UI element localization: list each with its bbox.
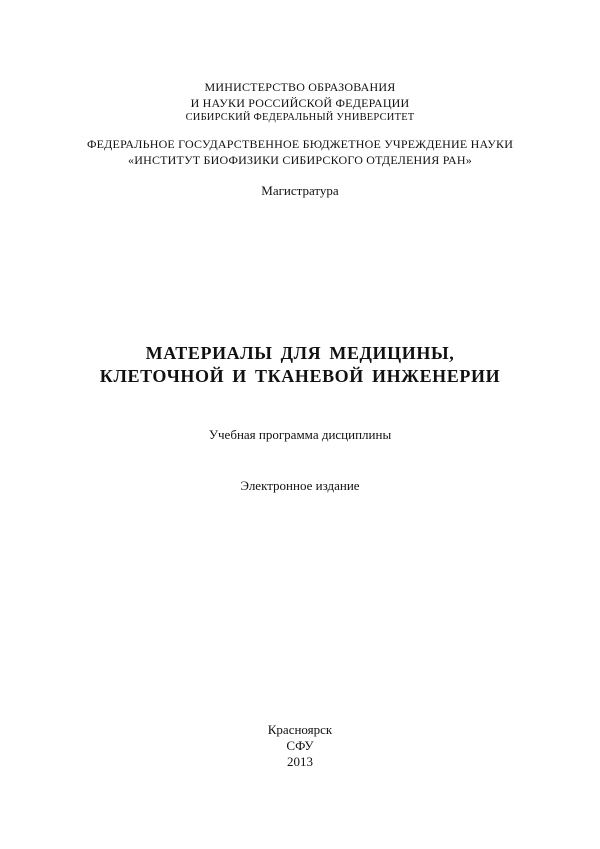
document-subtitle: Учебная программа дисциплины xyxy=(208,427,392,442)
ministry-line-1: МИНИСТЕРСТВО ОБРАЗОВАНИЯ xyxy=(204,80,396,94)
ministry-line-2: И НАУКИ РОССИЙСКОЙ ФЕДЕРАЦИИ xyxy=(190,96,410,110)
edition-note: Электронное издание xyxy=(240,478,360,493)
document-title-line-2: КЛЕТОЧНОЙ И ТКАНЕВОЙ ИНЖЕНЕРИИ xyxy=(99,366,501,386)
document-title-line-1: МАТЕРИАЛЫ ДЛЯ МЕДИЦИНЫ, xyxy=(145,343,455,363)
footer-publisher: СФУ xyxy=(286,738,314,753)
institution-line-2: «ИНСТИТУТ БИОФИЗИКИ СИБИРСКОГО ОТДЕЛЕНИЯ РАН» xyxy=(128,153,472,167)
study-level: Магистратура xyxy=(261,183,339,198)
institution-line-1: ФЕДЕРАЛЬНОЕ ГОСУДАРСТВЕННОЕ БЮДЖЕТНОЕ УЧРЕЖДЕНИЕ НАУКИ xyxy=(86,137,514,151)
university-name: СИБИРСКИЙ ФЕДЕРАЛЬНЫЙ УНИВЕРСИТЕТ xyxy=(185,112,415,123)
footer-year: 2013 xyxy=(287,754,313,769)
footer-city: Красноярск xyxy=(267,722,333,737)
